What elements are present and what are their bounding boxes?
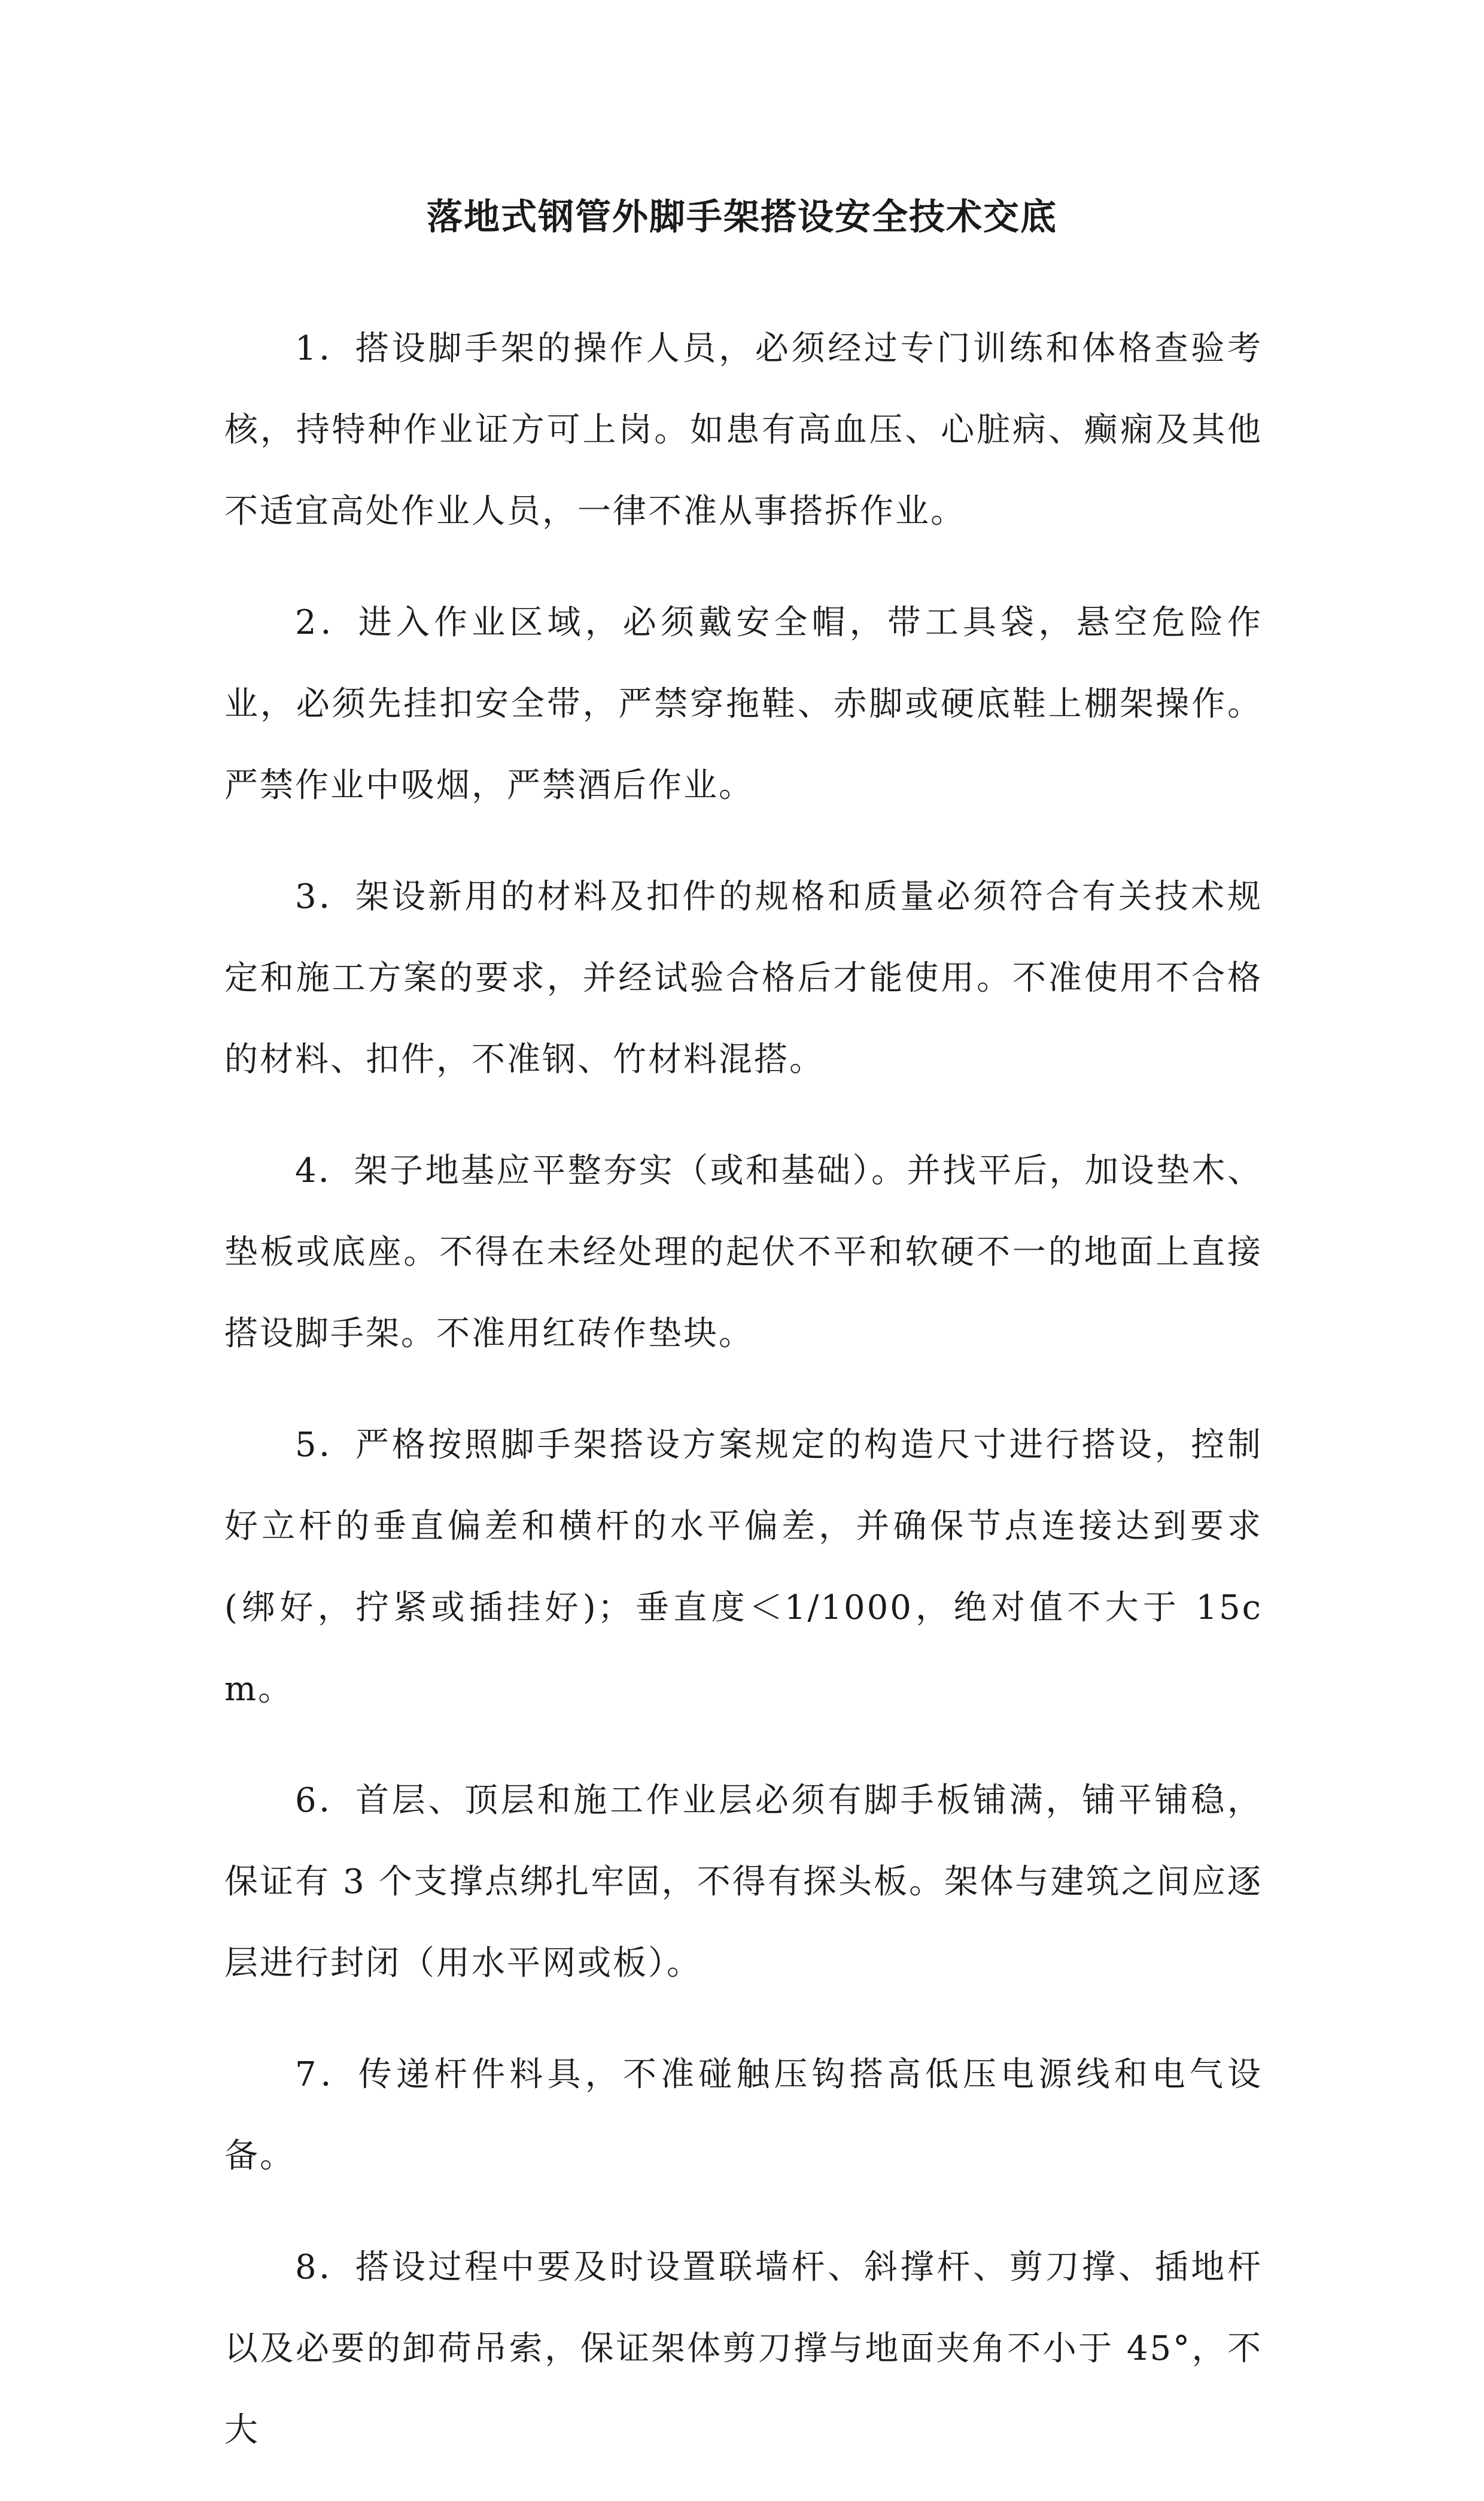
paragraph-3: 3．架设新用的材料及扣件的规格和质量必须符合有关技术规定和施工方案的要求，并经试验合格后才能使用。不准使用不合格的材料、扣件，不准钢、竹材料混搭。 (224, 877, 1263, 1079)
paragraph-5: 5．严格按照脚手架搭设方案规定的构造尺寸进行搭设，控制好立杆的垂直偏差和横杆的水平偏差，并确保节点连接达到要求(绑好，拧紧或插挂好)；垂直度＜1/1000，绝对值不大于 15cm。 (224, 1426, 1263, 1709)
paragraph-7: 7．传递杆件料具，不准碰触压钩搭高低压电源线和电气设备。 (224, 2055, 1263, 2175)
paragraph-8: 8．搭设过程中要及时设置联墙杆、斜撑杆、剪刀撑、插地杆以及必要的卸荷吊索，保证架体剪刀撑与地面夹角不小于 45°，不大 (224, 2248, 1263, 2450)
document-body (224, 308, 1263, 2501)
document-title: 落地式钢管外脚手架搭设安全技术交底 (427, 196, 1057, 238)
paragraph-6: 6．首层、顶层和施工作业层必须有脚手板铺满，铺平铺稳，保证有 3 个支撑点绑扎牢固，不得有探头板。架体与建筑之间应逐层进行封闭（用水平网或板）。 (224, 1781, 1263, 1983)
paragraph-4: 4．架子地基应平整夯实（或和基础）。并找平后，加设垫木、垫板或底座。不得在未经处理的起伏不平和软硬不一的地面上直接搭设脚手架。不准用红砖作垫块。 (224, 1151, 1263, 1353)
paragraph-1: 1．搭设脚手架的操作人员，必须经过专门训练和体格查验考核，持特种作业证方可上岗。如患有高血压、心脏病、癫痫及其他不适宜高处作业人员，一律不准从事搭拆作业。 (224, 329, 1263, 531)
paragraph-2: 2．进入作业区域，必须戴安全帽，带工具袋，悬空危险作业，必须先挂扣安全带，严禁穿拖鞋、赤脚或硬底鞋上棚架操作。严禁作业中吸烟，严禁酒后作业。 (224, 603, 1263, 805)
